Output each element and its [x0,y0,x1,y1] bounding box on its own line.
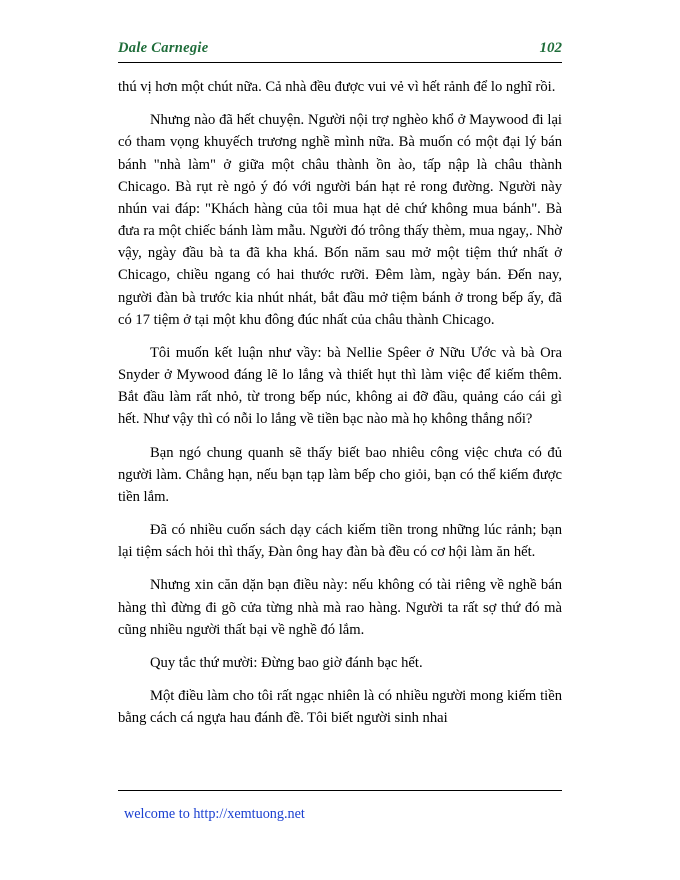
page-body [118,76,562,740]
paragraph: Một điều làm cho tôi rất ngạc nhiên là có nhiều người mong kiếm tiền bằng cách cá ngựa hau đánh đề. Tôi biết người sinh nhai [118,688,562,727]
paragraph: Nhưng nào đã hết chuyện. Người nội trợ nghèo khổ ở Maywood đi lại có tham vọng khuyếch trương nghề mình nữa. Bà muốn có một đại lý bán bánh "nhà làm" ở giữa một châu thành ồn ào, tấp nập là châu thành Chicago. Bà rụt rè ngỏ ý đó với người bán hạt rẻ rong đường. Người này nhún vai đáp: "Khách hàng của tôi mua hạt dẻ chứ không mua bánh". Bà đưa ra một chiếc bánh làm mẫu. Người đó trông thấy thèm, mua ngay,. Nhờ vậy, ngày đầu bà ta đã kha khá. Bốn năm sau mở một tiệm thứ nhất ở Chicago, chiều ngang có hai thước rưỡi. Đêm làm, ngày bán. Đến nay, người đàn bà trước kia nhút nhát, bắt đầu mở tiệm bánh ở trong bếp ấy, đã có 17 tiệm ở tại một khu đông đúc nhất của châu thành Chicago. [118,112,562,328]
page-header [118,40,562,57]
paragraph: Đã có nhiều cuốn sách dạy cách kiếm tiền trong những lúc rảnh; bạn lại tiệm sách hỏi thì thấy, Đàn ông hay đàn bà đều có cơ hội làm ăn hết. [118,522,562,561]
paragraph: thú vị hơn một chút nữa. Cả nhà đều được vui vẻ vì hết rảnh để lo nghĩ rồi. [118,79,556,95]
paragraph: Quy tắc thứ mười: Đừng bao giờ đánh bạc hết. [150,654,423,671]
footer-link[interactable] [124,806,305,823]
header-divider [118,62,562,63]
header-page-number: 102 [539,40,562,56]
paragraph: Nhưng xin căn dặn bạn điều này: nếu không có tài riêng về nghề bán hàng thì đừng đi gõ cửa từng nhà mà rao hàng. Người ta rất sợ thứ đó mà cũng nhiều người thất bại về nghề đó lắm. [118,577,562,638]
header-author: Dale Carnegie [118,40,209,56]
paragraph: Tôi muốn kết luận như vầy: bà Nellie Spêer ở Nữu Ước và bà Ora Snyder ở Mywood đáng lẽ lo lắng và thiết hụt thì làm việc để kiếm thêm. Bắt đầu làm rất nhỏ, từ trong bếp núc, không ai đỡ đầu, quảng cáo cái gì hết. Như vậy thì có nỗi lo lắng về tiền bạc nào mà họ không thắng nổi? [118,344,562,428]
footer-link-text[interactable]: welcome to http://xemtuong.net [124,806,305,822]
footer-divider [118,790,562,791]
paragraph: Bạn ngó chung quanh sẽ thấy biết bao nhiêu công việc chưa có đủ người làm. Chẳng hạn, nếu bạn tạp làm bếp cho giỏi, bạn có thể kiếm được tiền lắm. [118,444,562,505]
